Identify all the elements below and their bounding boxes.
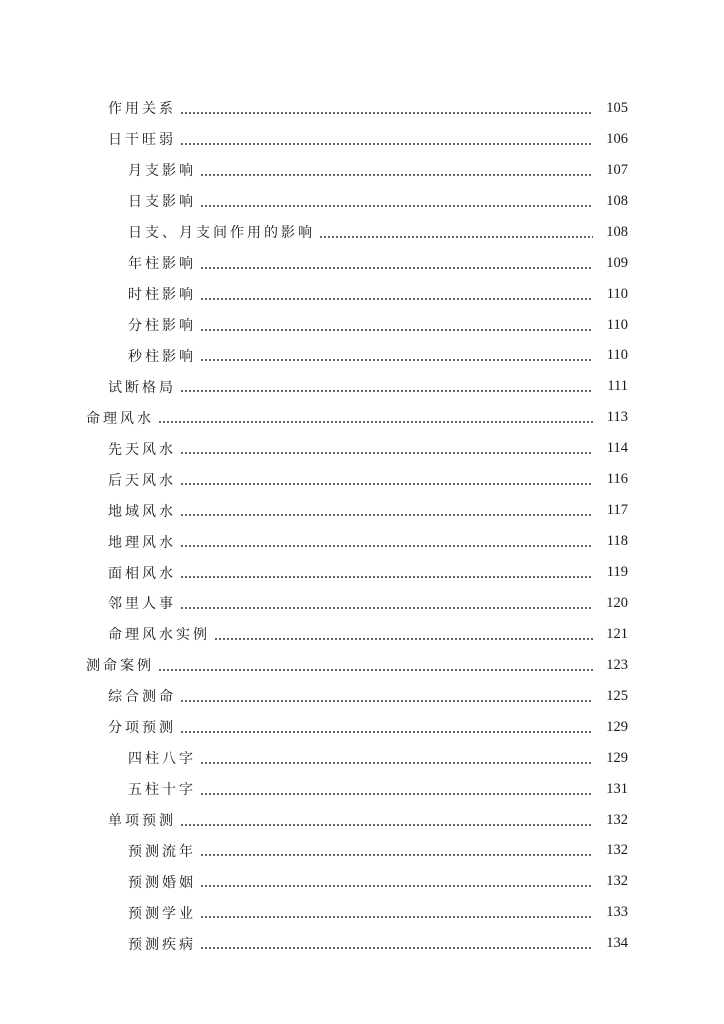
dot-leader	[180, 730, 593, 733]
dot-leader	[214, 637, 593, 640]
toc-entry-page-number: 110	[606, 347, 628, 364]
toc-entry	[0, 712, 724, 743]
dot-leader	[180, 606, 593, 609]
toc-entry	[0, 341, 724, 372]
dot-leader	[200, 328, 593, 331]
toc-entry	[0, 928, 724, 959]
toc-entry	[0, 402, 724, 433]
toc-entry-title: 测命案例	[86, 658, 154, 675]
toc-entry-page-number: 116	[606, 471, 628, 488]
toc-entry-title: 日支、月支间作用的影响	[128, 225, 315, 242]
dot-leader	[200, 173, 593, 176]
toc-entry	[0, 743, 724, 774]
toc-entry-page-number: 120	[606, 594, 628, 611]
toc-entry-title: 秒柱影响	[128, 348, 196, 365]
toc-entry	[0, 619, 724, 650]
toc-entry	[0, 464, 724, 495]
toc-entry	[0, 774, 724, 805]
dot-leader	[180, 483, 593, 486]
toc-entry-page-number: 132	[606, 873, 628, 890]
toc-entry	[0, 588, 724, 619]
toc-entry-page-number: 110	[606, 285, 628, 302]
toc-entry	[0, 681, 724, 712]
toc-entry-page-number: 110	[606, 316, 628, 333]
toc-entry-page-number: 123	[606, 656, 628, 673]
toc-entry-page-number: 109	[606, 254, 628, 271]
dot-leader	[200, 792, 593, 795]
dot-leader	[158, 421, 593, 424]
toc-entry-page-number: 119	[606, 564, 628, 581]
toc-entry	[0, 155, 724, 186]
toc-entry-title: 试断格局	[108, 379, 176, 396]
toc-entry-page-number: 118	[606, 533, 628, 550]
toc-entry-title: 预测疾病	[128, 936, 196, 953]
dot-leader	[180, 390, 593, 393]
toc-entry	[0, 279, 724, 310]
dot-leader	[180, 699, 593, 702]
toc-entry-page-number: 108	[606, 223, 628, 240]
toc-entry	[0, 526, 724, 557]
toc-entry-title: 五柱十字	[128, 782, 196, 799]
toc-entry	[0, 93, 724, 124]
dot-leader	[200, 266, 593, 269]
toc-entry-page-number: 129	[606, 718, 628, 735]
dot-leader	[200, 761, 593, 764]
toc-entry-title: 单项预测	[108, 813, 176, 830]
toc-entry-title: 预测婚姻	[128, 874, 196, 891]
toc-entry-page-number: 131	[606, 780, 628, 797]
toc-entry-title: 分柱影响	[128, 318, 196, 335]
dot-leader	[180, 576, 593, 579]
toc-entry-title: 日干旺弱	[108, 132, 176, 149]
dot-leader	[319, 235, 593, 238]
toc-entry-page-number: 117	[606, 502, 628, 519]
dot-leader	[158, 668, 593, 671]
toc-entry	[0, 495, 724, 526]
toc-entry-title: 命理风水	[86, 410, 154, 427]
toc-entry	[0, 557, 724, 588]
toc-entry-title: 日支影响	[128, 194, 196, 211]
toc-entry-page-number: 108	[606, 192, 628, 209]
toc-entry-page-number: 132	[606, 842, 628, 859]
toc-entry	[0, 897, 724, 928]
toc-entry-page-number: 113	[606, 409, 628, 426]
toc-entry	[0, 217, 724, 248]
toc-entry-title: 分项预测	[108, 720, 176, 737]
toc-entry	[0, 186, 724, 217]
dot-leader	[180, 514, 593, 517]
toc-entry-page-number: 111	[607, 378, 628, 395]
toc-entry-page-number: 107	[606, 161, 628, 178]
toc-entry-title: 年柱影响	[128, 256, 196, 273]
toc-entry-title: 预测流年	[128, 843, 196, 860]
dot-leader	[200, 854, 593, 857]
dot-leader	[180, 452, 593, 455]
toc-entry-page-number: 114	[606, 440, 628, 457]
dot-leader	[200, 297, 593, 300]
toc-entry-page-number: 125	[606, 687, 628, 704]
toc-entry-title: 地理风水	[108, 534, 176, 551]
toc-entry-page-number: 105	[606, 99, 628, 116]
toc-entry	[0, 650, 724, 681]
table-of-contents	[0, 93, 724, 959]
toc-entry	[0, 371, 724, 402]
toc-entry-title: 面相风水	[108, 565, 176, 582]
toc-entry-page-number: 129	[606, 749, 628, 766]
dot-leader	[200, 204, 593, 207]
dot-leader	[200, 885, 593, 888]
toc-entry-title: 先天风水	[108, 441, 176, 458]
dot-leader	[180, 111, 593, 114]
dot-leader	[200, 947, 593, 950]
dot-leader	[180, 823, 593, 826]
toc-entry	[0, 836, 724, 867]
toc-entry	[0, 433, 724, 464]
toc-entry-title: 月支影响	[128, 163, 196, 180]
toc-entry-page-number: 133	[606, 904, 628, 921]
toc-entry-title: 作用关系	[108, 101, 176, 118]
toc-entry	[0, 310, 724, 341]
dot-leader	[180, 142, 593, 145]
toc-entry-title: 时柱影响	[128, 287, 196, 304]
toc-entry-title: 后天风水	[108, 472, 176, 489]
toc-entry	[0, 124, 724, 155]
dot-leader	[180, 545, 593, 548]
dot-leader	[200, 916, 593, 919]
toc-entry-page-number: 132	[606, 811, 628, 828]
toc-entry-page-number: 106	[606, 130, 628, 147]
toc-entry-title: 综合测命	[108, 689, 176, 706]
toc-entry-title: 地域风水	[108, 503, 176, 520]
toc-entry-title: 四柱八字	[128, 751, 196, 768]
toc-entry-title: 预测学业	[128, 905, 196, 922]
toc-entry-title: 命理风水实例	[108, 627, 210, 644]
dot-leader	[200, 359, 593, 362]
toc-entry-page-number: 121	[606, 625, 628, 642]
toc-entry	[0, 248, 724, 279]
toc-entry	[0, 866, 724, 897]
toc-entry-page-number: 134	[606, 935, 628, 952]
toc-entry-title: 邻里人事	[108, 596, 176, 613]
toc-entry	[0, 805, 724, 836]
